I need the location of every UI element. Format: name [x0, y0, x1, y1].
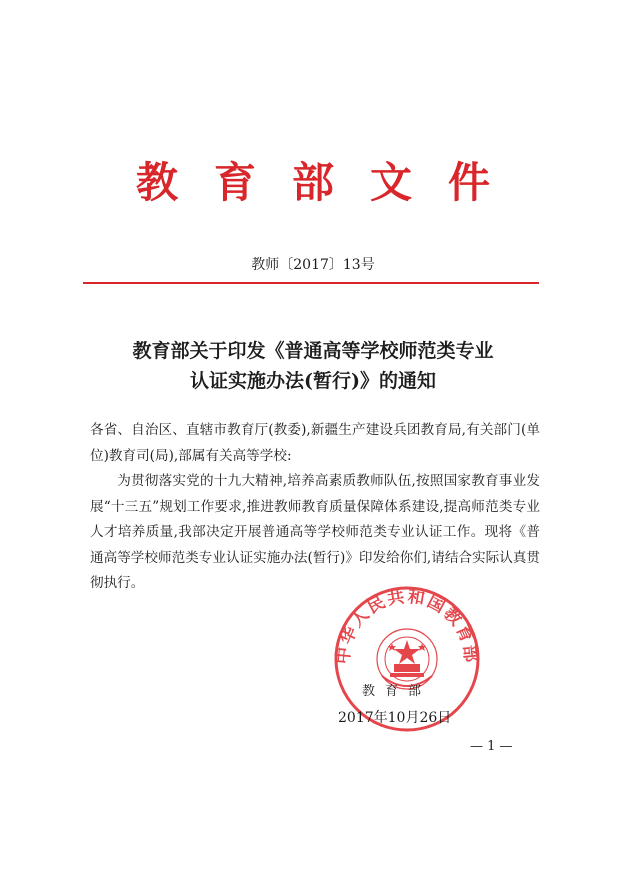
- notice-title-line-1: 教育部关于印发《普通高等学校师范类专业: [132, 340, 494, 362]
- seal-text: 中华人民共和国教育部: [333, 586, 481, 665]
- signature: 教育部: [362, 684, 432, 699]
- red-divider: [83, 282, 539, 284]
- notice-title-line-2: 认证实施办法(暂行)》的通知: [190, 370, 436, 392]
- body-paragraph: 为贯彻落实党的十九大精神,培养高素质教师队伍,按照国家教育事业发展“十三五”规划工作要求,推进教师教育质量保障体系建设,提高师范类专业人才培养质量,我部决定开展普通高等学校师范类专业认证工作。现将《普通高等学校师范类专业认证实施办法(暂行)》印发给你们,请结合实际认真贯彻执行。: [90, 473, 540, 591]
- notice-title: [0, 336, 626, 396]
- header-title: 教育部文件: [135, 158, 526, 207]
- body-text: [90, 418, 540, 597]
- recipients: 各省、自治区、直辖市教育厅(教委),新疆生产建设兵团教育局,有关部门(单位)教育司(局),部属有关高等学校:: [90, 422, 540, 464]
- page-number: — 1 —: [470, 739, 513, 754]
- issue-date: 2017年10月26日: [338, 710, 452, 726]
- document-number: 教师〔2017〕13号: [251, 257, 375, 273]
